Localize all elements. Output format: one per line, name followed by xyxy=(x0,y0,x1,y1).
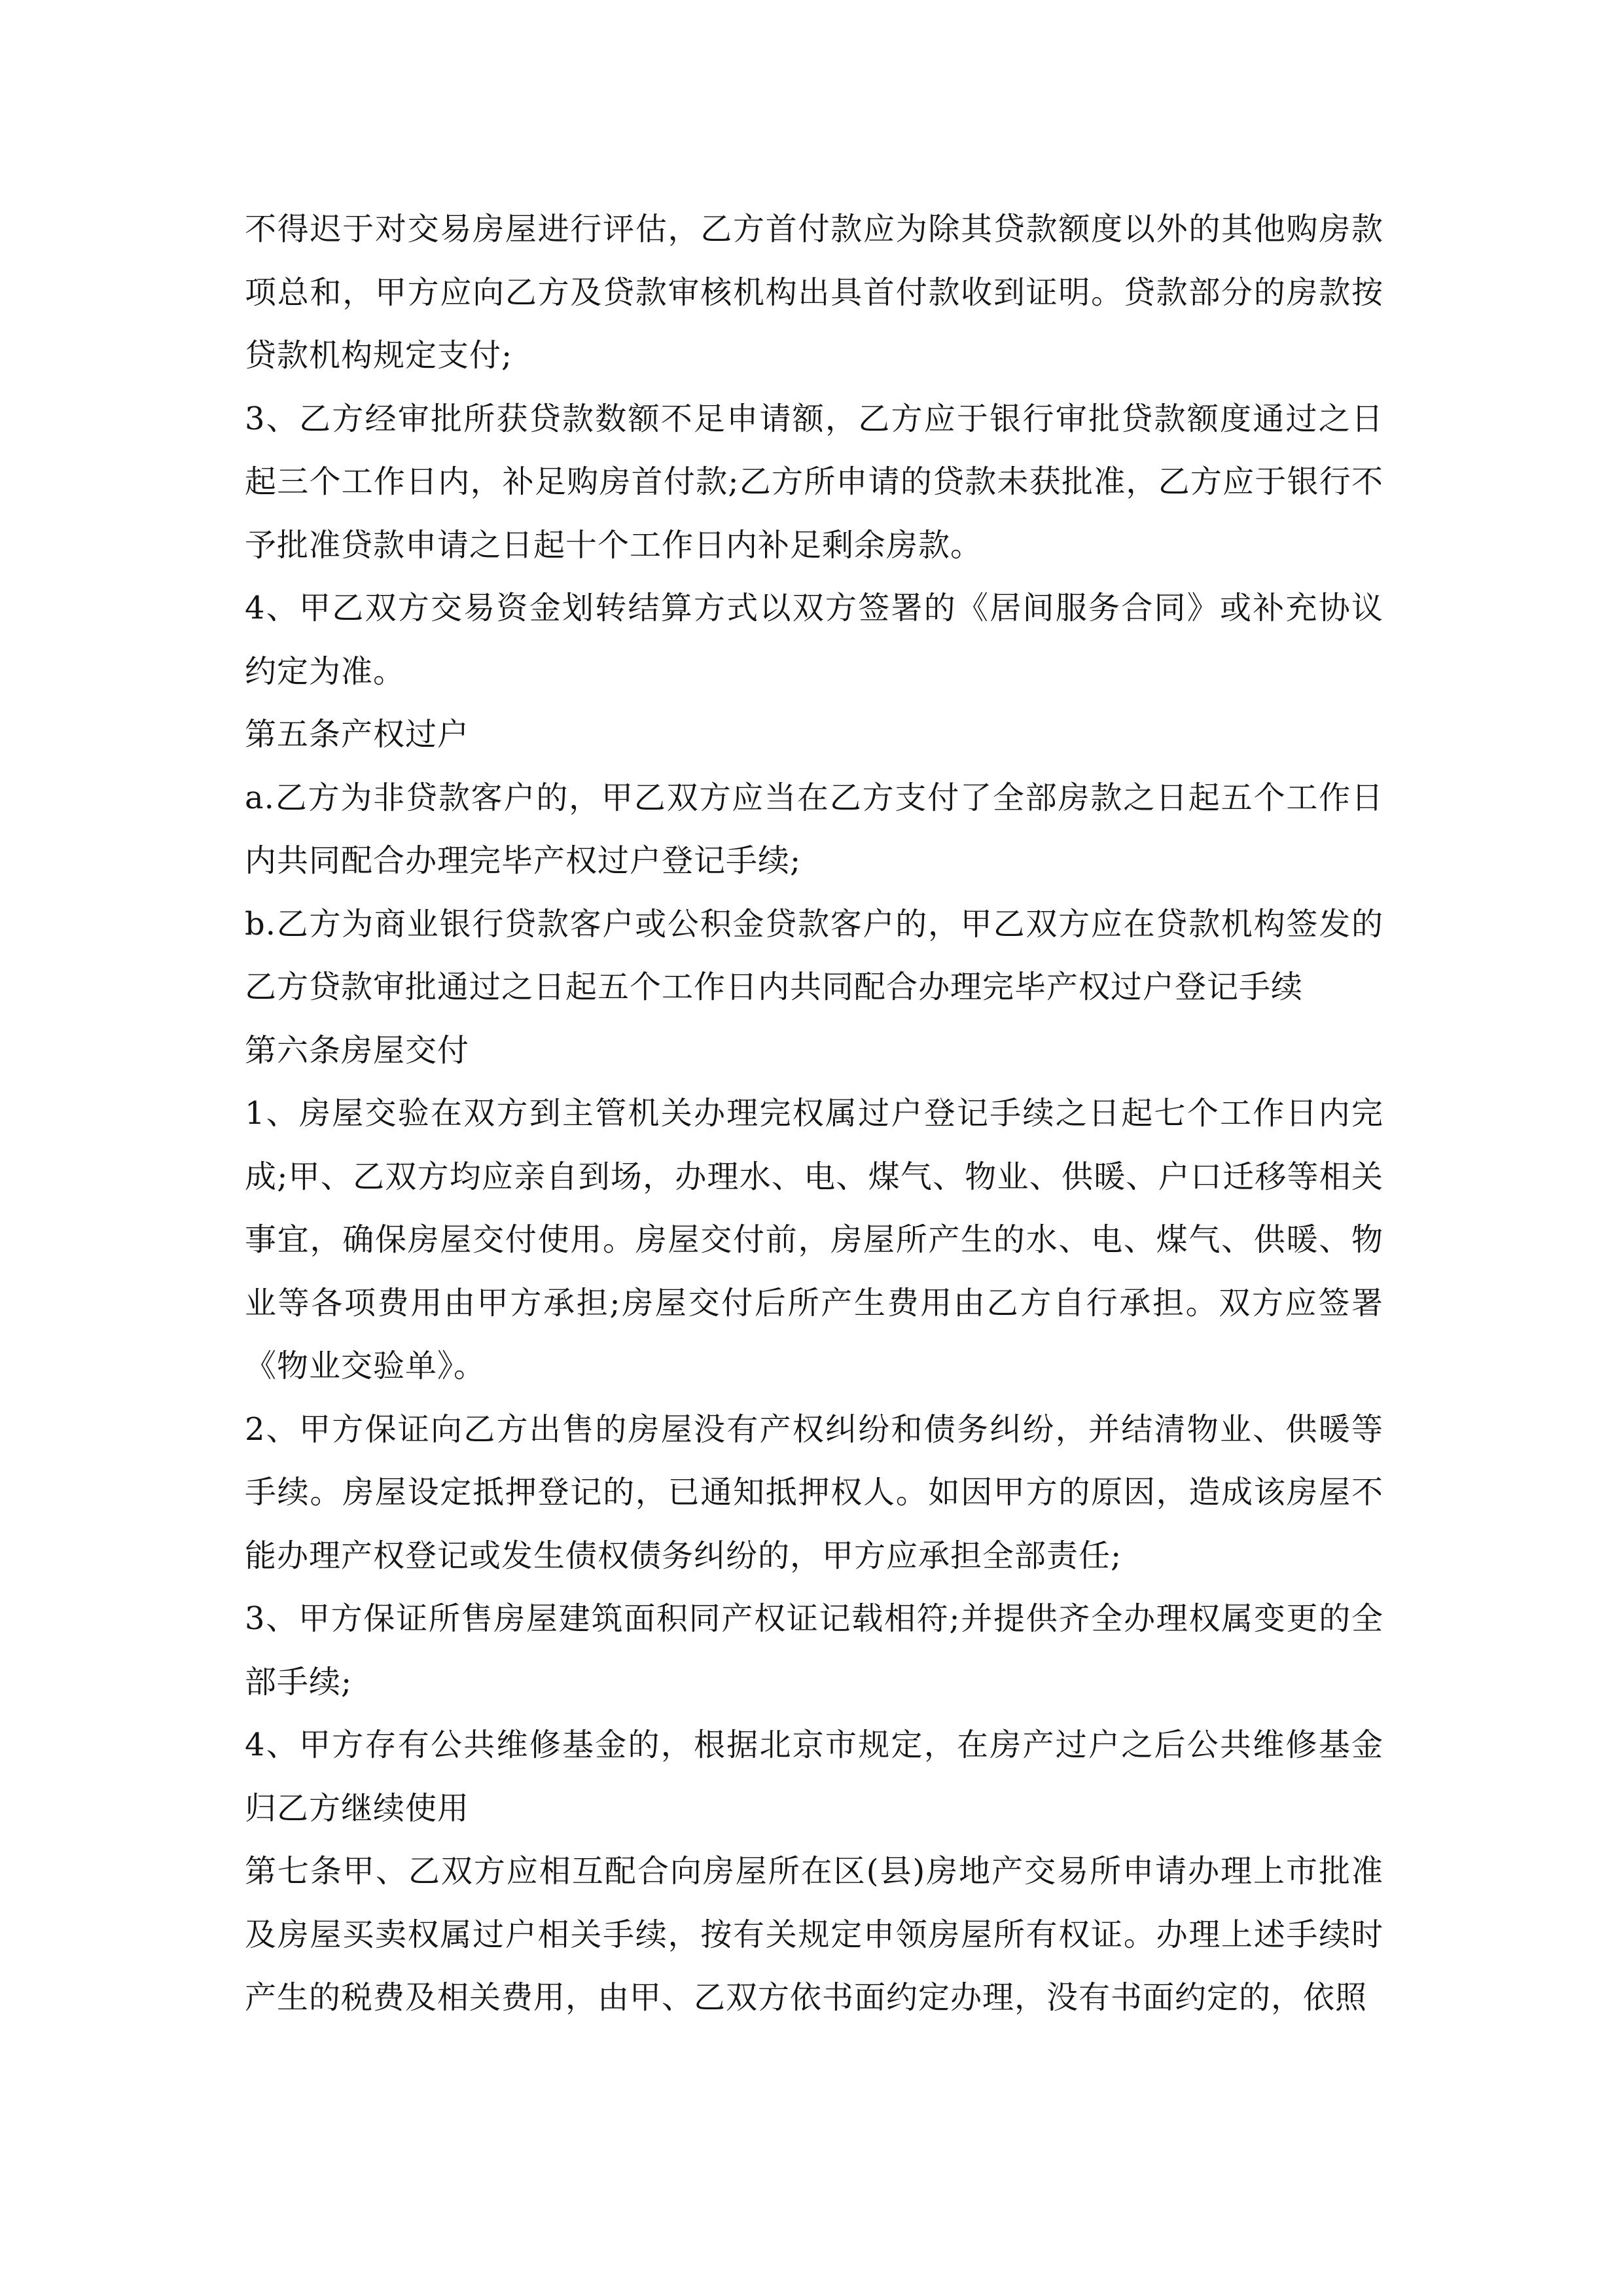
paragraph-article-7: 第七条甲、乙双方应相互配合向房屋所在区(县)房地产交易所申请办理上市批准及房屋买卖权属过户相关手续，按有关规定申领房屋所有权证。办理上述手续时产生的税费及相关费用，由甲、乙双方依书面约定办理，没有书面约定的，依照 xyxy=(245,1853,1383,2016)
paragraph-clause-a: a.乙方为非贷款客户的，甲乙双方应当在乙方支付了全部房款之日起五个工作日内共同配合办理完毕产权过户登记手续; xyxy=(245,779,1383,879)
heading-article-5: 第五条产权过户 xyxy=(245,716,470,753)
paragraph-delivery-3: 3、甲方保证所售房屋建筑面积同产权证记载相符;并提供齐全办理权属变更的全部手续; xyxy=(245,1600,1383,1700)
document-body xyxy=(245,198,1383,2030)
paragraph-delivery-4: 4、甲方存有公共维修基金的，根据北京市规定，在房产过户之后公共维修基金归乙方继续使用 xyxy=(245,1727,1383,1827)
paragraph-delivery-2: 2、甲方保证向乙方出售的房屋没有产权纠纷和债务纠纷，并结清物业、供暖等手续。房屋设定抵押登记的，已通知抵押权人。如因甲方的原因，造成该房屋不能办理产权登记或发生债权债务纠纷的，甲方应承担全部责任; xyxy=(245,1410,1383,1574)
heading-article-6: 第六条房屋交付 xyxy=(245,1031,470,1069)
paragraph-clause-b: b.乙方为商业银行贷款客户或公积金贷款客户的，甲乙双方应在贷款机构签发的乙方贷款审批通过之日起五个工作日内共同配合办理完毕产权过户登记手续 xyxy=(245,905,1383,1005)
paragraph-down-payment: 不得迟于对交易房屋进行评估，乙方首付款应为除其贷款额度以外的其他购房款项总和，甲方应向乙方及贷款审核机构出具首付款收到证明。贷款部分的房款按贷款机构规定支付; xyxy=(245,211,1383,374)
paragraph-clause-3-loan: 3、乙方经审批所获贷款数额不足申请额，乙方应于银行审批贷款额度通过之日起三个工作日内，补足购房首付款;乙方所申请的贷款未获批准，乙方应于银行不予批准贷款申请之日起十个工作日内补足剩余房款。 xyxy=(245,400,1383,564)
paragraph-clause-4-settlement: 4、甲乙双方交易资金划转结算方式以双方签署的《居间服务合同》或补充协议约定为准。 xyxy=(245,590,1383,690)
paragraph-delivery-1: 1、房屋交验在双方到主管机关办理完权属过户登记手续之日起七个工作日内完成;甲、乙双方均应亲自到场，办理水、电、煤气、物业、供暖、户口迁移等相关事宜，确保房屋交付使用。房屋交付前，房屋所产生的水、电、煤气、供暖、物业等各项费用由甲方承担;房屋交付后所产生费用由乙方自行承担。双方应签署《物业交验单》。 xyxy=(245,1095,1383,1384)
